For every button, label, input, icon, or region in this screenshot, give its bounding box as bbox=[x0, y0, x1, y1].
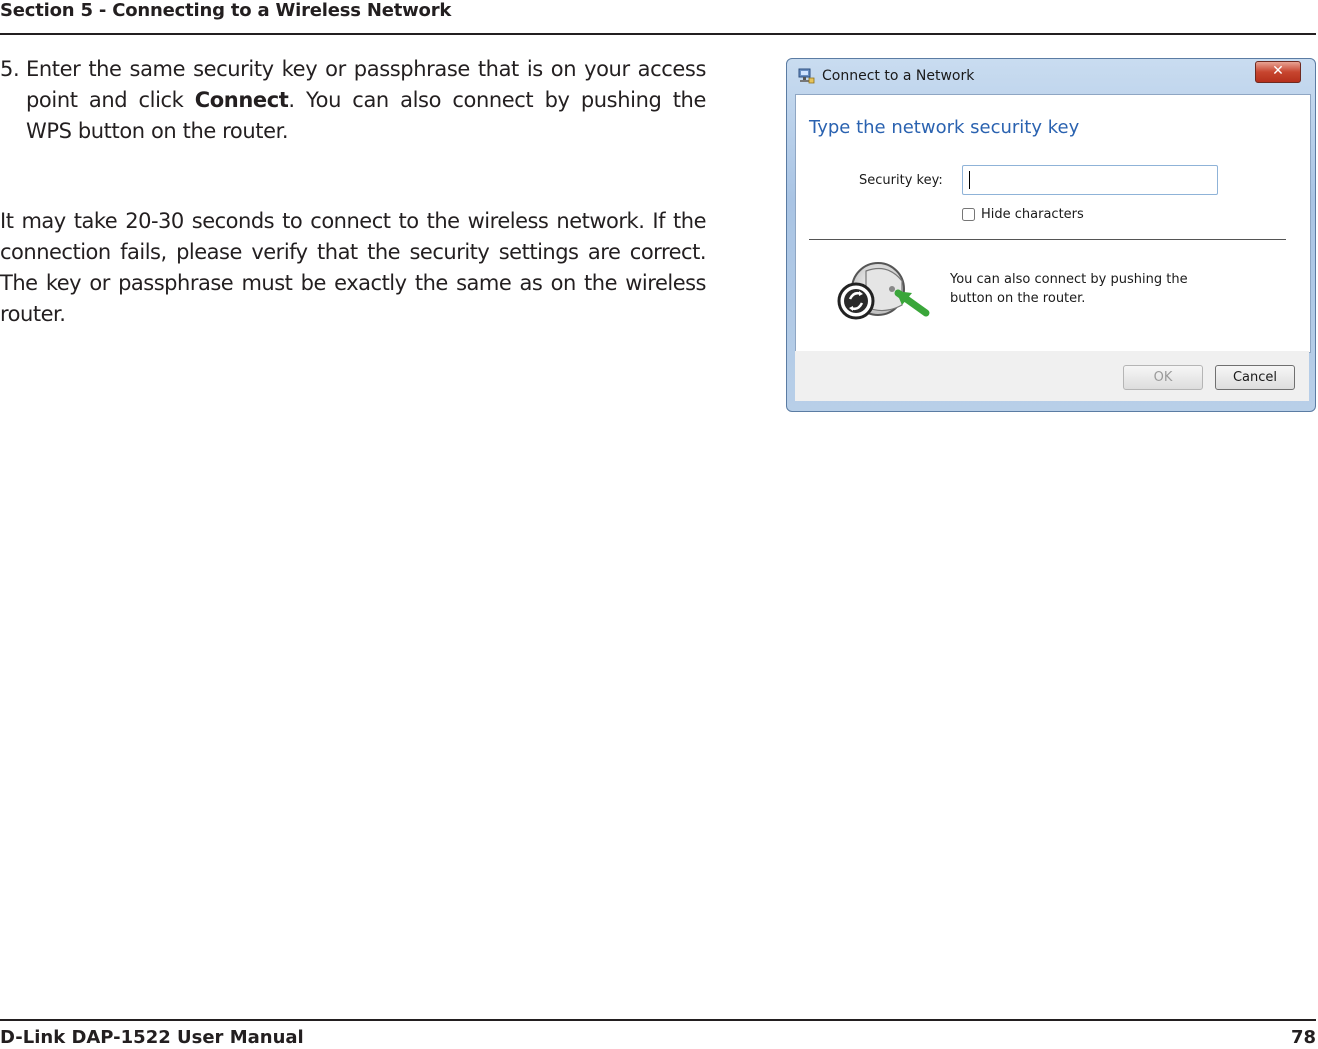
ok-button[interactable]: OK bbox=[1123, 365, 1203, 390]
security-key-input[interactable] bbox=[962, 165, 1218, 195]
step-text-before: Enter the same security key or passphrase that is on your access point and click bbox=[26, 57, 706, 112]
connect-dialog bbox=[786, 58, 1316, 412]
dialog-title: Connect to a Network bbox=[822, 68, 975, 84]
footer-rule bbox=[0, 1019, 1316, 1021]
step-5 bbox=[0, 54, 706, 147]
dialog-heading: Type the network security key bbox=[809, 117, 1080, 138]
hide-characters-checkbox[interactable] bbox=[962, 208, 975, 221]
cancel-button[interactable]: Cancel bbox=[1215, 365, 1295, 390]
security-key-label: Security key: bbox=[859, 173, 943, 188]
step-text-after: . You can also connect by pushing the WPS button on the router. bbox=[26, 88, 706, 143]
section-title: Section 5 - Connecting to a Wireless Network bbox=[0, 0, 452, 21]
step-number: 5. bbox=[0, 57, 20, 81]
page-number: 78 bbox=[1290, 1027, 1316, 1048]
dialog-titlebar bbox=[787, 59, 1315, 93]
connect-emphasis: Connect bbox=[194, 88, 289, 112]
dialog-separator bbox=[809, 239, 1286, 240]
text-caret bbox=[969, 171, 970, 189]
close-icon: ✕ bbox=[1272, 63, 1284, 79]
dialog-client bbox=[795, 94, 1311, 353]
wps-router-icon bbox=[836, 255, 946, 335]
note-paragraph: It may take 20-30 seconds to connect to the wireless network. If the connection fails, please verify that the security settings are correct. The key or passphrase must be exactly the same as on the wireless router. bbox=[0, 209, 706, 326]
header-rule bbox=[0, 33, 1316, 35]
step-text bbox=[26, 54, 706, 147]
dialog-button-bar bbox=[795, 351, 1309, 401]
network-icon bbox=[797, 67, 815, 85]
hide-characters-label: Hide characters bbox=[981, 207, 1084, 222]
wps-instruction: You can also connect by pushing the button on the router. bbox=[950, 272, 1188, 306]
close-button[interactable] bbox=[1255, 61, 1301, 83]
footer-manual-title: D-Link DAP-1522 User Manual bbox=[0, 1027, 304, 1048]
